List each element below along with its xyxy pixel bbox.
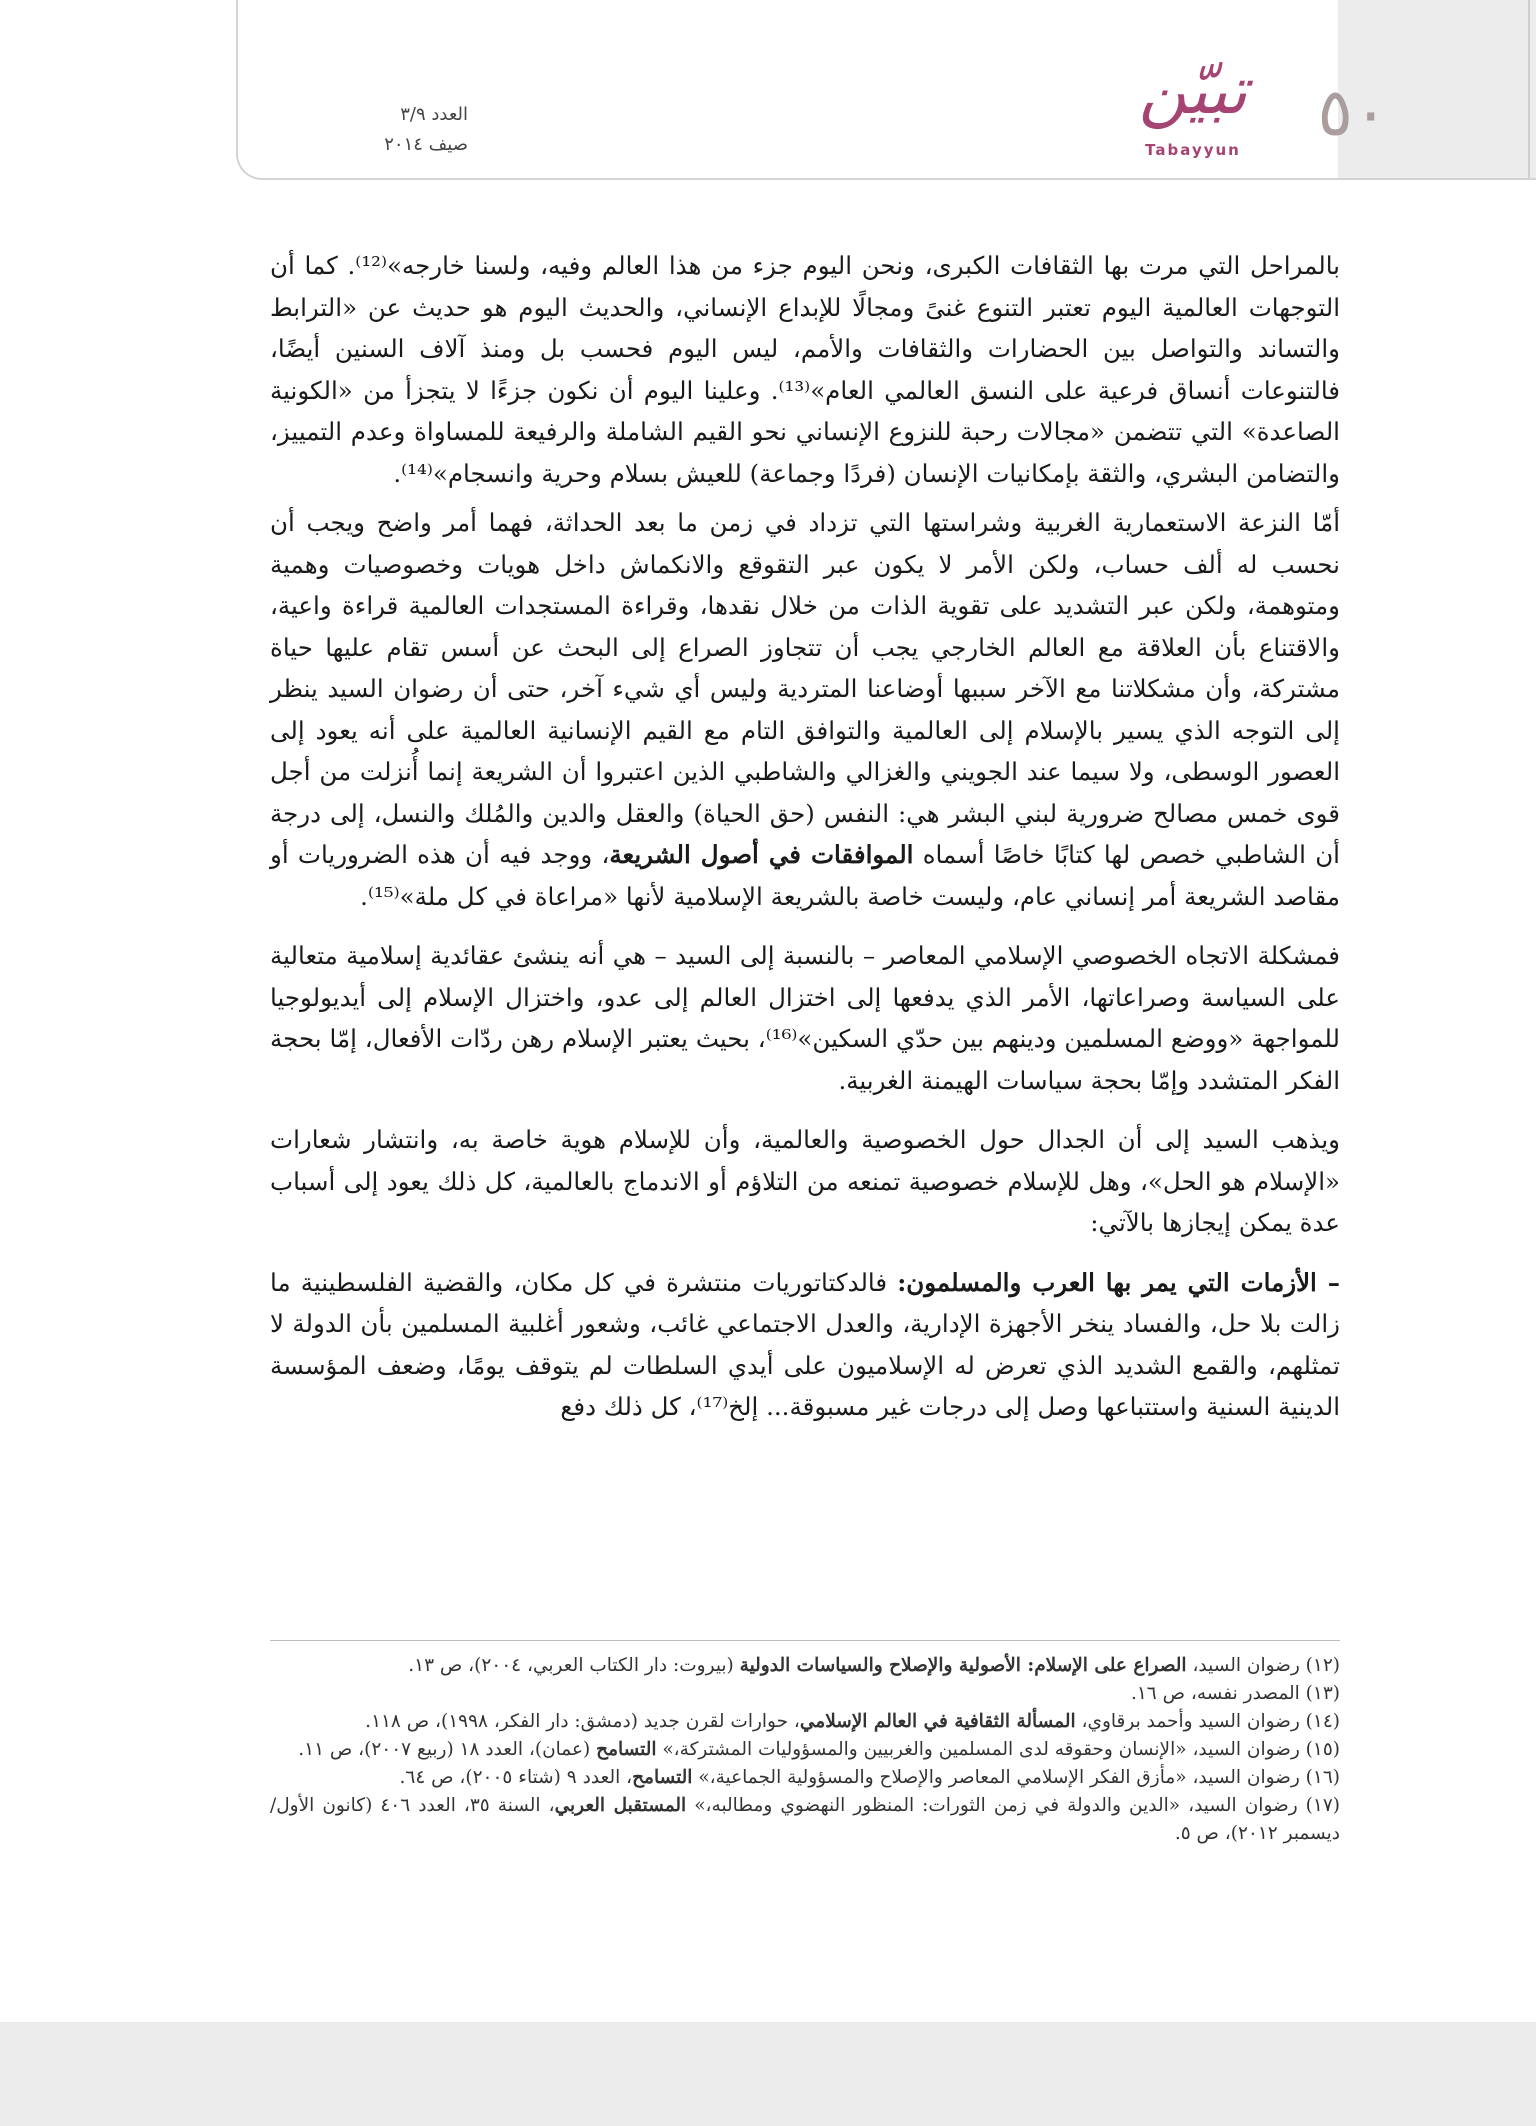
- footnote-text: ، السنة ٣٥، العدد ٤٠٦ (كانون الأول/ ديسمبر ٢٠١٢)، ص ٥.: [270, 1795, 1340, 1844]
- paragraph-5-text: فالدكتاتوريات منتشرة في كل مكان، والقضية الفلسطينية ما زالت بلا حل، والفساد ينخر الأجهزة الإدارية، والعدل الاجتماعي غائب، وشعور أغلبية المسلمين بأن الدولة لا تمثلهم، والقمع الشديد الذي تعرض له الإسلاميون على أيدي السلطات لم يتوقف يومًا، وضعف المؤسسة الدينية السنية واستتباعها وصل إلى درجات غير مسبوقة... إلخ⁽¹⁷⁾، كل ذلك دفع: [270, 1267, 1340, 1421]
- footnote-text: ، العدد ٩ (شتاء ٢٠٠٥)، ص ٦٤.: [399, 1767, 633, 1788]
- footnote-separator: [270, 1640, 1340, 1641]
- footnote-title: المسألة الثقافية في العالم الإسلامي: [799, 1711, 1076, 1732]
- section-lead: – الأزمات التي يمر بها العرب والمسلمون:: [897, 1267, 1340, 1297]
- issue-info: [268, 100, 468, 160]
- footnote-title: التسامح: [596, 1739, 657, 1760]
- footnote-title: المستقبل العربي: [554, 1795, 687, 1816]
- footnote-12: [270, 1652, 1340, 1680]
- footnote-13: (١٣) المصدر نفسه، ص ١٦.: [1130, 1683, 1340, 1704]
- book-title: الموافقات في أصول الشريعة: [609, 840, 914, 869]
- footnote-text: (١٤) رضوان السيد وأحمد برقاوي،: [1075, 1711, 1340, 1732]
- footnote-title: الصراع على الإسلام: الأصولية والإصلاح والسياسات الدولية: [739, 1655, 1187, 1676]
- footnote-17: [270, 1792, 1340, 1848]
- article-body: [270, 245, 1340, 1436]
- issue-number: العدد ٣/٩: [400, 104, 468, 125]
- footnotes: [270, 1652, 1340, 1848]
- footnote-text: (١٢) رضوان السيد،: [1186, 1655, 1340, 1676]
- footnote-text: (١٧) رضوان السيد، «الدين والدولة في زمن الثورات: المنظور النهضوي ومطالبه،»: [686, 1795, 1340, 1816]
- footnote-text: (١٥) رضوان السيد، «الإنسان وحقوقه لدى المسلمين والغربيين والمسؤوليات المشتركة،»: [656, 1739, 1340, 1760]
- paragraph-2: [270, 502, 1340, 917]
- footnote-text: (بيروت: دار الكتاب العربي، ٢٠٠٤)، ص ١٣.: [408, 1655, 740, 1676]
- footnote-title: التسامح: [632, 1767, 693, 1788]
- paragraph-5: [270, 1262, 1340, 1428]
- header-divider: [1528, 0, 1530, 178]
- footnote-14: [270, 1708, 1340, 1736]
- footnote-15: [270, 1736, 1340, 1764]
- paragraph-2-text: أمّا النزعة الاستعمارية الغربية وشراستها التي تزداد في زمن ما بعد الحداثة، فهما أمر واضح ويجب أن نحسب له ألف حساب، ولكن الأمر لا يكون عبر التقوقع والانكماش داخل هويات وخصوصيات وهمية ومتوهمة، ولكن عبر التشديد على تقوية الذات من خلال نقدها، وقراءة المستجدات العالمية قراءة واعية، والاقتناع بأن العلاقة مع العالم الخارجي يجب أن تتجاوز الصراع إلى البحث عن أسس تقام عليها حياة مشتركة، وأن مشكلاتنا مع الآخر سببها أوضاعنا المتردية وليس أي شيء آخر، حتى أن رضوان السيد ينظر إلى التوجه الذي يسير بالإسلام إلى العالمية والتوافق التام مع القيم الإنسانية العالمية على أنه يعود إلى العصور الوسطى، ولا سيما عند الجويني والغزالي والشاطبي الذين اعتبروا أن الشريعة إنما أُنزلت من أجل قوى خمس مصالح ضرورية لبني البشر هي: النفس (حق الحياة) والعقل والدين والمُلك والنسل، إلى درجة أن الشاطبي خصص لها كتابًا خاصًا أسماه: [270, 508, 1340, 869]
- page-footer-band: [0, 2022, 1536, 2126]
- footnote-text: (١٦) رضوان السيد، «مأزق الفكر الإسلامي المعاصر والإصلاح والمسؤولية الجماعية،»: [692, 1767, 1340, 1788]
- footnote-16: [270, 1764, 1340, 1792]
- journal-logo-latin: Tabayyun: [1145, 141, 1241, 159]
- issue-season: صيف ٢٠١٤: [384, 134, 468, 155]
- paragraph-4: ويذهب السيد إلى أن الجدال حول الخصوصية والعالمية، وأن للإسلام هوية خاصة به، وانتشار شعارات «الإسلام هو الحل»، وهل للإسلام خصوصية تمنعه من التلاؤم أو الاندماج بالعالمية، كل ذلك يعود إلى أسباب عدة يمكن إيجازها بالآتي:: [270, 1125, 1340, 1237]
- footnote-text: (عمان)، العدد ١٨ (ربيع ٢٠٠٧)، ص ١١.: [298, 1739, 597, 1760]
- paragraph-3: فمشكلة الاتجاه الخصوصي الإسلامي المعاصر – بالنسبة إلى السيد – هي أنه ينشئ عقائدية إسلامية متعالية على السياسة وصراعاتها، الأمر الذي يدفعها إلى اختزال العالم إلى عدو، واختزال الإسلام إلى أيديولوجيا للمواجهة «ووضع المسلمين ودينهم بين حدّي السكين»⁽¹⁶⁾، بحيث يعتبر الإسلام رهن ردّات الأفعال، إمّا بحجة الفكر المتشدد وإمّا بحجة سياسات الهيمنة الغربية.: [270, 941, 1341, 1095]
- footnote-text: ، حوارات لقرن جديد (دمشق: دار الفكر، ١٩٩٨)، ص ١١٨.: [365, 1711, 800, 1732]
- journal-logo: تبيّن: [1138, 52, 1248, 129]
- page-number: ٥٠: [1317, 74, 1389, 151]
- paragraph-1: بالمراحل التي مرت بها الثقافات الكبرى، ونحن اليوم جزء من هذا العالم وفيه، ولسنا خارجه»⁽¹²⁾. كما أن التوجهات العالمية اليوم تعتبر التنوع غنىً ومجالًا للإبداع الإنساني، والحديث اليوم هو حديث عن «الترابط والتساند والتواصل بين الحضارات والثقافات والأمم، ليس اليوم فحسب بل ومنذ آلاف السنين أيضًا، فالتنوعات أنساق فرعية على النسق العالمي العام»⁽¹³⁾. وعلينا اليوم أن نكون جزءًا لا يتجزأ من «الكونية الصاعدة» التي تتضمن «مجالات رحبة للنزوع الإنساني نحو القيم الشاملة والرفيعة للمساواة وعدم التمييز، والتضامن البشري، والثقة بإمكانيات الإنسان (فردًا وجماعة) للعيش بسلام وحرية وانسجام»⁽¹⁴⁾.: [270, 251, 1340, 488]
- paragraph-2-tail: ، ووجد فيه أن هذه الضروريات أو مقاصد الشريعة أمر إنساني عام، وليست خاصة بالشريعة الإسلامية لأنها «مراعاة في كل ملة»⁽¹⁵⁾.: [270, 840, 1340, 911]
